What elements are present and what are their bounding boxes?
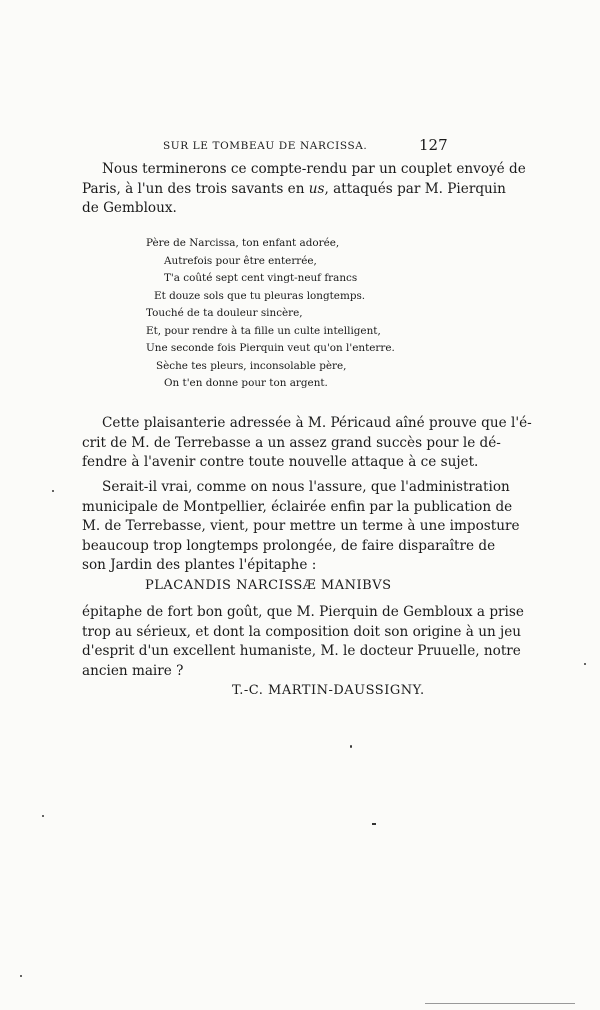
scan-speck bbox=[42, 815, 44, 817]
text-line: son Jardin des plantes l'épitaphe : bbox=[82, 557, 317, 573]
page-number: 127 bbox=[419, 136, 448, 154]
author-signature: T.-C. MARTIN-DAUSSIGNY. bbox=[232, 683, 425, 698]
scan-speck bbox=[52, 490, 54, 492]
scan-speck bbox=[372, 823, 376, 825]
verse-line: Et, pour rendre à ta fille un culte intelligent, bbox=[146, 324, 381, 337]
paragraph-epitaphe bbox=[82, 603, 524, 681]
scan-speck bbox=[584, 663, 586, 665]
text-line: Paris, à l'un des trois savants en us, attaqués par M. Pierquin bbox=[82, 180, 506, 197]
scan-speck bbox=[350, 745, 352, 748]
verse-line: T'a coûté sept cent vingt-neuf francs bbox=[164, 272, 358, 284]
text-line: épitaphe de fort bon goût, que M. Pierquin de Gembloux a prise bbox=[82, 604, 524, 620]
text-line: fendre à l'avenir contre toute nouvelle attaque à ce sujet. bbox=[82, 454, 479, 470]
scan-speck bbox=[20, 975, 22, 977]
paragraph-intro bbox=[82, 160, 526, 219]
text-line: municipale de Montpellier, éclairée enfin par la publication de bbox=[82, 498, 513, 515]
verse-line: Autrefois pour être enterrée, bbox=[164, 254, 317, 267]
edge-rule bbox=[425, 1003, 575, 1004]
text-line: beaucoup trop longtemps prolongée, de faire disparaître de bbox=[82, 537, 496, 554]
text-line: Serait-il vrai, comme on nous l'assure, que l'administration bbox=[102, 479, 510, 495]
verse-line: On t'en donne pour ton argent. bbox=[164, 377, 328, 389]
verse-line: Touché de ta douleur sincère, bbox=[146, 307, 303, 319]
text-line: crit de M. de Terrebasse a un assez grand succès pour le dé- bbox=[82, 434, 501, 451]
text-line: M. de Terrebasse, vient, pour mettre un terme à une imposture bbox=[82, 518, 520, 534]
text-line: trop au sérieux, et dont la composition doit son origine à un jeu bbox=[82, 623, 522, 640]
italic-us: us bbox=[308, 180, 325, 197]
verse-line: Père de Narcissa, ton enfant adorée, bbox=[146, 237, 340, 249]
epitaph-inscription: PLACANDIS NARCISSÆ MANIBVS bbox=[145, 578, 392, 593]
verse-line: Sèche tes pleurs, inconsolable père, bbox=[156, 359, 347, 372]
text-line: Nous terminerons ce compte-rendu par un couplet envoyé de bbox=[102, 161, 526, 177]
verse-couplet bbox=[146, 235, 446, 393]
paragraph-plaisanterie bbox=[82, 414, 532, 473]
paragraph-montpellier bbox=[82, 478, 520, 576]
text-line: de Gembloux. bbox=[82, 200, 177, 216]
verse-line: Une seconde fois Pierquin veut qu'on l'enterre. bbox=[146, 342, 395, 354]
text-line: d'esprit d'un excellent humaniste, M. le docteur Pruuelle, notre bbox=[82, 643, 521, 659]
running-head-title: SUR LE TOMBEAU DE NARCISSA. bbox=[163, 140, 368, 152]
text-line: ancien maire ? bbox=[82, 662, 184, 679]
text-line: Cette plaisanterie adressée à M. Péricaud aîné prouve que l'é- bbox=[102, 415, 532, 431]
verse-line: Et douze sols que tu pleuras longtemps. bbox=[154, 289, 366, 302]
